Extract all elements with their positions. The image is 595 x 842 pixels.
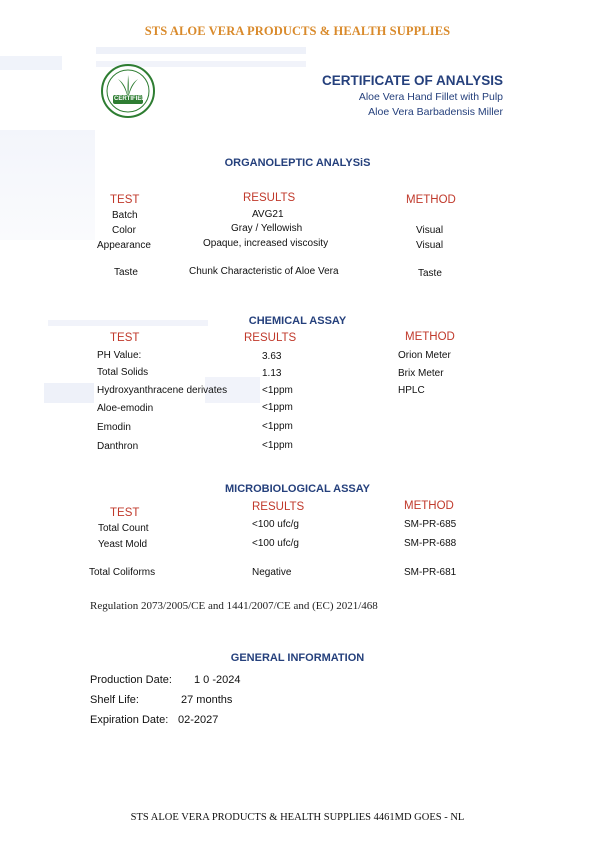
micro-test: Yeast Mold	[98, 539, 148, 550]
chemical-test: Danthron	[97, 441, 139, 452]
certificate-title: CERTIFICATE OF ANALYSIS	[321, 73, 503, 88]
chemical-result: <1ppm	[262, 402, 293, 413]
expiration-date-label: Expiration Date:	[90, 714, 169, 726]
organoleptic-result: Opaque, increased viscosity	[203, 238, 329, 249]
chemical-result: 3.63	[262, 351, 282, 362]
chemical-test: Total Solids	[97, 367, 149, 378]
chemical-method-header: METHOD	[405, 331, 455, 343]
micro-method: SM-PR-685	[404, 519, 457, 530]
organoleptic-test: Batch	[112, 210, 138, 221]
chemical-test: Emodin	[97, 422, 131, 433]
micro-test: Total Coliforms	[89, 567, 156, 578]
chemical-test: PH Value:	[97, 350, 142, 361]
micro-method: SM-PR-688	[404, 538, 457, 549]
micro-method-header: METHOD	[404, 500, 454, 512]
chemical-method: HPLC	[398, 385, 425, 396]
shelf-life-value: 27 months	[181, 694, 233, 706]
micro-result: <100 ufc/g	[252, 519, 299, 530]
logo-text: CERTIFIED	[114, 96, 146, 102]
micro-method: SM-PR-681	[404, 567, 457, 578]
company-header: STS ALOE VERA PRODUCTS & HEALTH SUPPLIES	[144, 24, 451, 38]
micro-test-header: TEST	[110, 507, 140, 519]
micro-test: Total Count	[98, 523, 149, 534]
organoleptic-result: AVG21	[252, 209, 284, 220]
ghost-artifact	[0, 56, 62, 70]
ghost-artifact	[44, 383, 94, 403]
chemical-method: Brix Meter	[398, 368, 444, 379]
ghost-artifact	[96, 47, 306, 54]
organoleptic-test: Color	[112, 225, 136, 236]
chemical-test: Hydroxyanthracene derivates	[97, 385, 228, 396]
organoleptic-method: Taste	[418, 268, 442, 279]
organoleptic-method-header: METHOD	[406, 194, 456, 206]
product-species: Aloe Vera Barbadensis Miller	[368, 106, 503, 118]
organoleptic-test-header: TEST	[110, 194, 140, 206]
aloe-leaf-icon	[100, 63, 156, 119]
chemical-results-header: RESULTS	[244, 332, 297, 344]
shelf-life-label: Shelf Life:	[90, 694, 139, 706]
organoleptic-result: Chunk Characteristic of Aloe Vera	[189, 266, 339, 277]
production-date-value: 1 0 -2024	[194, 674, 241, 686]
chemical-result: 1.13	[262, 368, 282, 379]
organoleptic-test: Appearance	[97, 240, 151, 251]
ghost-artifact	[0, 130, 95, 240]
micro-result: <100 ufc/g	[252, 538, 299, 549]
chemical-result: <1ppm	[262, 385, 293, 396]
chemical-result: <1ppm	[262, 440, 293, 451]
certified-logo	[100, 63, 156, 119]
product-name: Aloe Vera Hand Fillet with Pulp	[358, 91, 503, 103]
chemical-result: <1ppm	[262, 421, 293, 432]
micro-results-header: RESULTS	[252, 501, 305, 513]
regulation-text: Regulation 2073/2005/CE and 1441/2007/CE and (EC) 2021/468	[90, 600, 378, 612]
organoleptic-method: Visual	[416, 225, 444, 236]
chemical-title: CHEMICAL ASSAY	[248, 315, 347, 327]
organoleptic-method: Visual	[416, 240, 444, 251]
chemical-test-header: TEST	[110, 332, 140, 344]
expiration-date-value: 02-2027	[178, 714, 219, 726]
chemical-method: Orion Meter	[398, 350, 451, 361]
general-title: GENERAL INFORMATION	[230, 652, 365, 664]
organoleptic-result: Gray / Yellowish	[231, 223, 303, 234]
production-date-label: Production Date:	[90, 674, 172, 686]
footer-address: STS ALOE VERA PRODUCTS & HEALTH SUPPLIES 4461MD GOES - NL	[130, 812, 465, 823]
micro-result: Negative	[252, 567, 292, 578]
micro-title: MICROBIOLOGICAL ASSAY	[224, 483, 371, 495]
organoleptic-test: Taste	[114, 267, 138, 278]
chemical-test: Aloe-emodin	[97, 403, 154, 414]
organoleptic-title: ORGANOLEPTIC ANALYSiS	[224, 157, 371, 169]
organoleptic-results-header: RESULTS	[243, 192, 296, 204]
